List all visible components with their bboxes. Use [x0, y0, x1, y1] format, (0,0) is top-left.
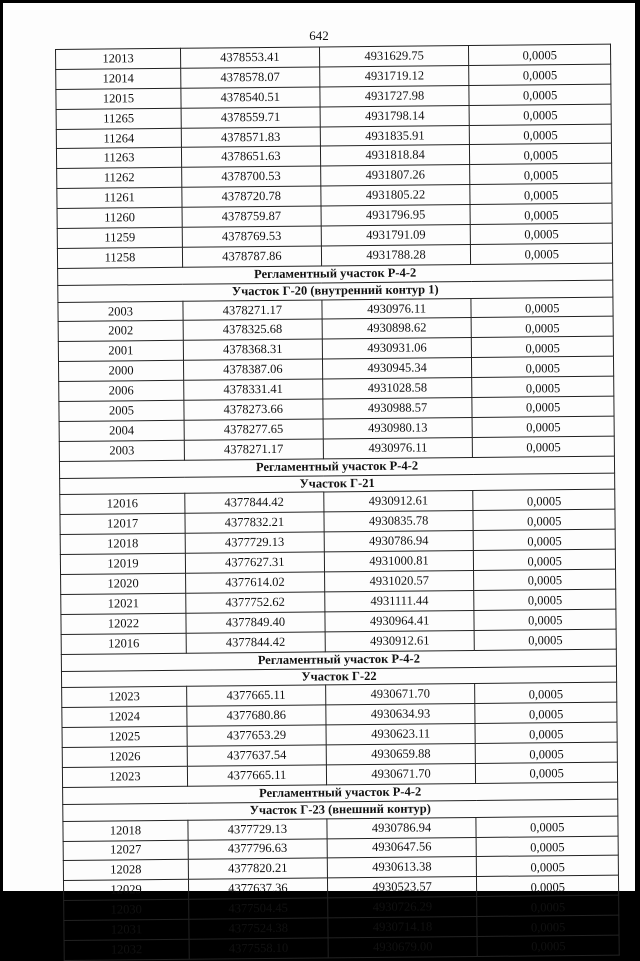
- accuracy-cell: 0,0005: [470, 164, 612, 185]
- accuracy-cell: 0,0005: [471, 297, 613, 318]
- page-number: 642: [309, 28, 329, 43]
- accuracy-cell: 0,0005: [469, 64, 611, 85]
- table-row: [64, 935, 619, 960]
- accuracy-cell: 0,0005: [472, 317, 614, 338]
- x-coordinate-cell: 4377752.62: [186, 592, 325, 613]
- x-coordinate-cell: 4378769.53: [182, 226, 321, 247]
- x-coordinate-cell: 4378387.06: [183, 359, 322, 380]
- accuracy-cell: 0,0005: [477, 856, 619, 877]
- y-coordinate-cell: 4930613.38: [327, 857, 477, 878]
- accuracy-cell: 0,0005: [473, 510, 615, 531]
- x-coordinate-cell: 4378651.63: [181, 146, 320, 167]
- point-number-cell: 12026: [62, 746, 187, 767]
- y-coordinate-cell: 4930647.56: [327, 837, 477, 858]
- y-coordinate-cell: 4930912.61: [323, 491, 473, 512]
- x-coordinate-cell: 4378368.31: [183, 339, 322, 360]
- accuracy-cell: 0,0005: [474, 549, 616, 570]
- y-coordinate-cell: 4930988.57: [323, 398, 473, 419]
- point-number-cell: 12013: [56, 48, 181, 69]
- x-coordinate-cell: 4378271.17: [184, 439, 323, 460]
- accuracy-cell: 0,0005: [476, 762, 618, 783]
- point-number-cell: 12028: [63, 860, 188, 881]
- accuracy-cell: 0,0005: [477, 875, 619, 896]
- point-number-cell: 12031: [64, 919, 189, 940]
- y-coordinate-cell: 4930976.11: [323, 437, 473, 458]
- accuracy-cell: 0,0005: [475, 629, 617, 650]
- x-coordinate-cell: 4377729.13: [188, 819, 327, 840]
- point-number-cell: 12032: [64, 939, 189, 960]
- point-number-cell: 11263: [56, 148, 181, 169]
- y-coordinate-cell: 4930835.78: [324, 511, 474, 532]
- coordinates-table-body: [56, 44, 620, 960]
- y-coordinate-cell: 4930623.11: [326, 724, 476, 745]
- x-coordinate-cell: 4377627.31: [185, 552, 324, 573]
- x-coordinate-cell: 4377796.63: [188, 838, 327, 859]
- y-coordinate-cell: 4930976.11: [322, 298, 472, 319]
- section-heading: Регламентный участок Р-4-2: [58, 263, 613, 285]
- y-coordinate-cell: 4930945.34: [322, 358, 472, 379]
- point-number-cell: 12016: [60, 494, 185, 515]
- point-number-cell: 2001: [58, 341, 183, 362]
- x-coordinate-cell: 4378553.41: [180, 47, 319, 68]
- point-number-cell: 2003: [59, 440, 184, 461]
- accuracy-cell: 0,0005: [473, 436, 615, 457]
- accuracy-cell: 0,0005: [476, 816, 618, 837]
- y-coordinate-cell: 4931028.58: [322, 378, 472, 399]
- accuracy-cell: 0,0005: [475, 702, 617, 723]
- accuracy-cell: 0,0005: [470, 203, 612, 224]
- accuracy-cell: 0,0005: [473, 416, 615, 437]
- accuracy-cell: 0,0005: [471, 223, 613, 244]
- point-number-cell: 11262: [57, 168, 182, 189]
- point-number-cell: 11259: [57, 227, 182, 248]
- point-number-cell: 2006: [59, 380, 184, 401]
- y-coordinate-cell: 4930964.41: [325, 610, 475, 631]
- x-coordinate-cell: 4378559.71: [181, 107, 320, 128]
- accuracy-cell: 0,0005: [477, 895, 619, 916]
- y-coordinate-cell: 4930659.88: [326, 744, 476, 765]
- subsection-heading: Участок Г-20 (внутренний контур 1): [58, 280, 613, 302]
- x-coordinate-cell: 4377820.21: [188, 858, 327, 879]
- x-coordinate-cell: 4378277.65: [184, 419, 323, 440]
- y-coordinate-cell: 4930671.70: [326, 763, 476, 784]
- point-number-cell: 2003: [58, 301, 183, 322]
- x-coordinate-cell: 4377665.11: [187, 765, 326, 786]
- point-number-cell: 12030: [64, 899, 189, 920]
- y-coordinate-cell: 4931791.09: [321, 225, 471, 246]
- y-coordinate-cell: 4931020.57: [324, 571, 474, 592]
- accuracy-cell: 0,0005: [471, 243, 613, 264]
- y-coordinate-cell: 4930786.94: [327, 817, 477, 838]
- x-coordinate-cell: 4378331.41: [184, 379, 323, 400]
- y-coordinate-cell: 4930980.13: [323, 417, 473, 438]
- point-number-cell: 2002: [58, 321, 183, 342]
- y-coordinate-cell: 4931835.91: [320, 125, 470, 146]
- point-number-cell: 12019: [60, 553, 185, 574]
- x-coordinate-cell: 4378271.17: [183, 300, 322, 321]
- coordinates-table: [55, 44, 620, 961]
- x-coordinate-cell: 4378325.68: [183, 319, 322, 340]
- document-page: [3, 3, 635, 957]
- y-coordinate-cell: 4931796.95: [321, 205, 471, 226]
- point-number-cell: 12018: [63, 820, 188, 841]
- x-coordinate-cell: 4378540.51: [181, 87, 320, 108]
- point-number-cell: 12025: [62, 726, 187, 747]
- accuracy-cell: 0,0005: [472, 356, 614, 377]
- y-coordinate-cell: 4930898.62: [322, 318, 472, 339]
- y-coordinate-cell: 4931000.81: [324, 551, 474, 572]
- point-number-cell: 12020: [61, 573, 186, 594]
- y-coordinate-cell: 4930671.70: [325, 684, 475, 705]
- accuracy-cell: 0,0005: [477, 915, 619, 936]
- accuracy-cell: 0,0005: [472, 376, 614, 397]
- accuracy-cell: 0,0005: [473, 490, 615, 511]
- accuracy-cell: 0,0005: [472, 337, 614, 358]
- subsection-heading: Участок Г-22: [61, 666, 616, 688]
- accuracy-cell: 0,0005: [474, 589, 616, 610]
- x-coordinate-cell: 4377637.54: [187, 745, 326, 766]
- point-number-cell: 12014: [56, 68, 181, 89]
- point-number-cell: 11264: [56, 128, 181, 149]
- x-coordinate-cell: 4378759.87: [182, 206, 321, 227]
- x-coordinate-cell: 4378700.53: [182, 166, 321, 187]
- y-coordinate-cell: 4931798.14: [320, 105, 470, 126]
- point-number-cell: 12021: [61, 593, 186, 614]
- y-coordinate-cell: 4931805.22: [321, 185, 471, 206]
- accuracy-cell: 0,0005: [474, 529, 616, 550]
- x-coordinate-cell: 4377844.42: [185, 492, 324, 513]
- x-coordinate-cell: 4378571.83: [181, 127, 320, 148]
- accuracy-cell: 0,0005: [469, 44, 611, 65]
- point-number-cell: 12016: [61, 633, 186, 654]
- point-number-cell: 12018: [60, 534, 185, 555]
- x-coordinate-cell: 4377614.02: [186, 572, 325, 593]
- point-number-cell: 11260: [57, 207, 182, 228]
- point-number-cell: 12017: [60, 514, 185, 535]
- accuracy-cell: 0,0005: [478, 935, 620, 956]
- point-number-cell: 2005: [59, 400, 184, 421]
- point-number-cell: 2000: [59, 361, 184, 382]
- y-coordinate-cell: 4930931.06: [322, 338, 472, 359]
- x-coordinate-cell: 4378720.78: [182, 186, 321, 207]
- section-heading: Регламентный участок Р-4-2: [63, 782, 618, 804]
- point-number-cell: 12015: [56, 88, 181, 109]
- y-coordinate-cell: 4930523.57: [327, 877, 477, 898]
- y-coordinate-cell: 4930912.61: [325, 630, 475, 651]
- point-number-cell: 12027: [63, 840, 188, 861]
- point-number-cell: 2004: [59, 420, 184, 441]
- x-coordinate-cell: 4378787.86: [182, 246, 321, 267]
- x-coordinate-cell: 4378273.66: [184, 399, 323, 420]
- accuracy-cell: 0,0005: [470, 124, 612, 145]
- y-coordinate-cell: 4930679.00: [328, 936, 478, 957]
- accuracy-cell: 0,0005: [470, 144, 612, 165]
- accuracy-cell: 0,0005: [475, 683, 617, 704]
- accuracy-cell: 0,0005: [475, 722, 617, 743]
- y-coordinate-cell: 4930726.29: [327, 897, 477, 918]
- y-coordinate-cell: 4931788.28: [321, 244, 471, 265]
- point-number-cell: 12022: [61, 613, 186, 634]
- accuracy-cell: 0,0005: [474, 569, 616, 590]
- accuracy-cell: 0,0005: [470, 183, 612, 204]
- point-number-cell: 12024: [62, 707, 187, 728]
- x-coordinate-cell: 4377665.11: [187, 685, 326, 706]
- y-coordinate-cell: 4930786.94: [324, 531, 474, 552]
- section-heading: Регламентный участок Р-4-2: [59, 456, 614, 478]
- accuracy-cell: 0,0005: [474, 609, 616, 630]
- y-coordinate-cell: 4931807.26: [320, 165, 470, 186]
- subsection-heading: Участок Г-23 (внешний контур): [63, 799, 618, 821]
- point-number-cell: 11258: [57, 247, 182, 268]
- subsection-heading: Участок Г-21: [60, 473, 615, 495]
- point-number-cell: 12023: [62, 687, 187, 708]
- y-coordinate-cell: 4930634.93: [326, 704, 476, 725]
- y-coordinate-cell: 4931727.98: [320, 85, 470, 106]
- x-coordinate-cell: 4377524.38: [189, 918, 328, 939]
- x-coordinate-cell: 4377844.42: [186, 632, 325, 653]
- x-coordinate-cell: 4377504.45: [189, 898, 328, 919]
- x-coordinate-cell: 4377680.86: [187, 705, 326, 726]
- point-number-cell: 12023: [62, 766, 187, 787]
- y-coordinate-cell: 4931818.84: [320, 145, 470, 166]
- accuracy-cell: 0,0005: [469, 84, 611, 105]
- y-coordinate-cell: 4930714.18: [328, 917, 478, 938]
- accuracy-cell: 0,0005: [472, 396, 614, 417]
- x-coordinate-cell: 4377849.40: [186, 612, 325, 633]
- point-number-cell: 12029: [63, 880, 188, 901]
- x-coordinate-cell: 4378578.07: [181, 67, 320, 88]
- point-number-cell: 11265: [56, 108, 181, 129]
- accuracy-cell: 0,0005: [470, 104, 612, 125]
- y-coordinate-cell: 4931719.12: [319, 65, 469, 86]
- section-heading: Регламентный участок Р-4-2: [61, 649, 616, 671]
- x-coordinate-cell: 4377558.10: [189, 938, 328, 959]
- x-coordinate-cell: 4377653.29: [187, 725, 326, 746]
- y-coordinate-cell: 4931111.44: [324, 590, 474, 611]
- accuracy-cell: 0,0005: [477, 836, 619, 857]
- point-number-cell: 11261: [57, 188, 182, 209]
- x-coordinate-cell: 4377729.13: [185, 532, 324, 553]
- x-coordinate-cell: 4377637.36: [188, 878, 327, 899]
- accuracy-cell: 0,0005: [476, 742, 618, 763]
- y-coordinate-cell: 4931629.75: [319, 46, 469, 67]
- coordinates-table-wrapper: [55, 44, 619, 957]
- x-coordinate-cell: 4377832.21: [185, 512, 324, 533]
